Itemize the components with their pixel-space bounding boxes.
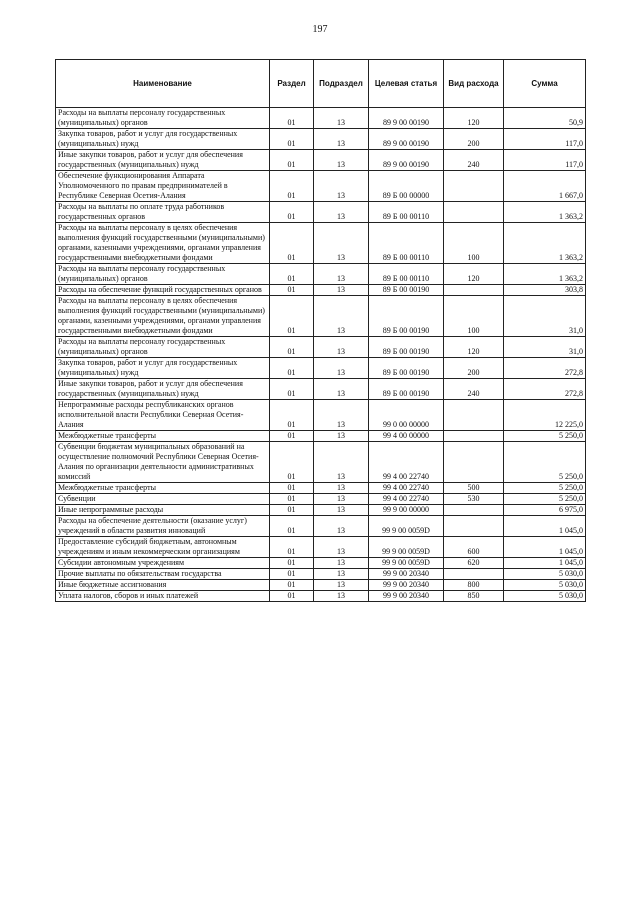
cell-sum: 6 975,0 bbox=[504, 505, 586, 516]
table-row bbox=[56, 285, 586, 296]
cell-name: Расходы на обеспечение функций государственных органов bbox=[56, 285, 270, 296]
cell-kind bbox=[444, 285, 504, 296]
cell-name: Межбюджетные трансферты bbox=[56, 483, 270, 494]
cell-section: 01 bbox=[270, 202, 314, 223]
cell-section: 01 bbox=[270, 558, 314, 569]
cell-sum: 5 250,0 bbox=[504, 494, 586, 505]
cell-kind: 120 bbox=[444, 264, 504, 285]
cell-section: 01 bbox=[270, 591, 314, 602]
cell-name: Расходы на выплаты персоналу в целях обеспечения выполнения функций государственными (муниципальными) органами, казенными учреждениями, органами управления государственными внебюджетными фондами bbox=[56, 223, 270, 264]
cell-subsection: 13 bbox=[314, 296, 369, 337]
cell-kind bbox=[444, 171, 504, 202]
table-row bbox=[56, 494, 586, 505]
cell-name: Субвенции bbox=[56, 494, 270, 505]
cell-subsection: 13 bbox=[314, 379, 369, 400]
table-row bbox=[56, 483, 586, 494]
cell-kind bbox=[444, 516, 504, 537]
cell-subsection: 13 bbox=[314, 171, 369, 202]
cell-name: Прочие выплаты по обязательствам государства bbox=[56, 569, 270, 580]
cell-section: 01 bbox=[270, 494, 314, 505]
cell-sum: 272,8 bbox=[504, 379, 586, 400]
header-name: Наименование bbox=[56, 60, 270, 108]
table-row bbox=[56, 150, 586, 171]
cell-section: 01 bbox=[270, 129, 314, 150]
cell-sum: 5 250,0 bbox=[504, 431, 586, 442]
cell-target: 99 9 00 0059D bbox=[369, 537, 444, 558]
cell-sum: 1 363,2 bbox=[504, 223, 586, 264]
cell-sum: 117,0 bbox=[504, 150, 586, 171]
cell-section: 01 bbox=[270, 379, 314, 400]
cell-sum: 1 045,0 bbox=[504, 516, 586, 537]
cell-subsection: 13 bbox=[314, 580, 369, 591]
cell-name: Расходы на обеспечение деятельности (оказание услуг) учреждений в области развития инноваций bbox=[56, 516, 270, 537]
cell-kind bbox=[444, 202, 504, 223]
cell-subsection: 13 bbox=[314, 285, 369, 296]
cell-sum: 5 030,0 bbox=[504, 580, 586, 591]
table-row bbox=[56, 379, 586, 400]
table-row bbox=[56, 202, 586, 223]
cell-kind: 200 bbox=[444, 129, 504, 150]
cell-target: 99 9 00 20340 bbox=[369, 591, 444, 602]
table-row bbox=[56, 400, 586, 431]
cell-target: 99 4 00 00000 bbox=[369, 431, 444, 442]
cell-target: 89 Б 00 00190 bbox=[369, 296, 444, 337]
cell-kind: 120 bbox=[444, 337, 504, 358]
cell-target: 89 9 00 00190 bbox=[369, 129, 444, 150]
cell-kind: 500 bbox=[444, 483, 504, 494]
cell-sum: 5 030,0 bbox=[504, 569, 586, 580]
cell-subsection: 13 bbox=[314, 129, 369, 150]
cell-name: Межбюджетные трансферты bbox=[56, 431, 270, 442]
cell-target: 99 4 00 22740 bbox=[369, 483, 444, 494]
cell-target: 99 4 00 22740 bbox=[369, 442, 444, 483]
cell-section: 01 bbox=[270, 296, 314, 337]
cell-target: 99 9 00 0059D bbox=[369, 516, 444, 537]
cell-name: Иные закупки товаров, работ и услуг для обеспечения государственных (муниципальных) нужд bbox=[56, 379, 270, 400]
cell-target: 89 Б 00 00190 bbox=[369, 337, 444, 358]
cell-target: 89 Б 00 00190 bbox=[369, 358, 444, 379]
cell-sum: 50,9 bbox=[504, 108, 586, 129]
cell-target: 99 0 00 00000 bbox=[369, 400, 444, 431]
cell-kind bbox=[444, 505, 504, 516]
cell-subsection: 13 bbox=[314, 494, 369, 505]
cell-name: Субвенции бюджетам муниципальных образований на осуществление полномочий Республики Северная Осетия-Алания по организации деятельности административных комиссий bbox=[56, 442, 270, 483]
cell-section: 01 bbox=[270, 108, 314, 129]
cell-kind: 100 bbox=[444, 223, 504, 264]
cell-section: 01 bbox=[270, 516, 314, 537]
cell-subsection: 13 bbox=[314, 442, 369, 483]
cell-sum: 1 363,2 bbox=[504, 264, 586, 285]
cell-subsection: 13 bbox=[314, 558, 369, 569]
table-row bbox=[56, 108, 586, 129]
cell-sum: 1 045,0 bbox=[504, 537, 586, 558]
cell-name: Расходы на выплаты персоналу государственных (муниципальных) органов bbox=[56, 264, 270, 285]
cell-section: 01 bbox=[270, 171, 314, 202]
cell-name: Иные закупки товаров, работ и услуг для обеспечения государственных (муниципальных) нужд bbox=[56, 150, 270, 171]
cell-name: Иные непрограммные расходы bbox=[56, 505, 270, 516]
cell-section: 01 bbox=[270, 358, 314, 379]
cell-kind bbox=[444, 431, 504, 442]
cell-section: 01 bbox=[270, 431, 314, 442]
cell-subsection: 13 bbox=[314, 337, 369, 358]
cell-subsection: 13 bbox=[314, 202, 369, 223]
cell-name: Закупка товаров, работ и услуг для государственных (муниципальных) нужд bbox=[56, 358, 270, 379]
cell-sum: 12 225,0 bbox=[504, 400, 586, 431]
table-body bbox=[56, 108, 586, 602]
header-section: Раздел bbox=[270, 60, 314, 108]
table-row bbox=[56, 358, 586, 379]
table-header-row bbox=[56, 60, 586, 108]
cell-name: Закупка товаров, работ и услуг для государственных (муниципальных) нужд bbox=[56, 129, 270, 150]
cell-name: Предоставление субсидий бюджетным, автономным учреждениям и иным некоммерческим организациям bbox=[56, 537, 270, 558]
cell-section: 01 bbox=[270, 580, 314, 591]
cell-sum: 5 250,0 bbox=[504, 442, 586, 483]
cell-target: 89 Б 00 00000 bbox=[369, 171, 444, 202]
cell-name: Непрограммные расходы республиканских органов исполнительной власти Республики Северная Осетия-Алания bbox=[56, 400, 270, 431]
cell-target: 89 Б 00 00190 bbox=[369, 285, 444, 296]
cell-name: Субсидии автономным учреждениям bbox=[56, 558, 270, 569]
cell-sum: 272,8 bbox=[504, 358, 586, 379]
cell-name: Расходы на выплаты персоналу государственных (муниципальных) органов bbox=[56, 337, 270, 358]
cell-kind: 120 bbox=[444, 108, 504, 129]
table-row bbox=[56, 558, 586, 569]
header-kind: Вид расхода bbox=[444, 60, 504, 108]
cell-kind: 200 bbox=[444, 358, 504, 379]
cell-sum: 1 045,0 bbox=[504, 558, 586, 569]
cell-subsection: 13 bbox=[314, 264, 369, 285]
cell-kind: 600 bbox=[444, 537, 504, 558]
cell-sum: 31,0 bbox=[504, 337, 586, 358]
cell-target: 89 9 00 00190 bbox=[369, 108, 444, 129]
table-row bbox=[56, 516, 586, 537]
cell-sum: 1 363,2 bbox=[504, 202, 586, 223]
cell-target: 99 9 00 0059D bbox=[369, 558, 444, 569]
cell-kind bbox=[444, 569, 504, 580]
cell-section: 01 bbox=[270, 400, 314, 431]
cell-subsection: 13 bbox=[314, 108, 369, 129]
cell-sum: 5 030,0 bbox=[504, 591, 586, 602]
cell-name: Обеспечение функционирования Аппарата Уполномоченного по правам предпринимателей в Республике Северная Осетия-Алания bbox=[56, 171, 270, 202]
cell-subsection: 13 bbox=[314, 569, 369, 580]
cell-sum: 5 250,0 bbox=[504, 483, 586, 494]
cell-subsection: 13 bbox=[314, 516, 369, 537]
cell-target: 99 9 00 20340 bbox=[369, 580, 444, 591]
page-number: 197 bbox=[312, 24, 328, 35]
cell-kind bbox=[444, 442, 504, 483]
table-row bbox=[56, 580, 586, 591]
header-subsection: Подраздел bbox=[314, 60, 369, 108]
cell-subsection: 13 bbox=[314, 358, 369, 379]
cell-target: 89 9 00 00190 bbox=[369, 150, 444, 171]
table-row bbox=[56, 591, 586, 602]
cell-name: Расходы на выплаты персоналу государственных (муниципальных) органов bbox=[56, 108, 270, 129]
cell-sum: 117,0 bbox=[504, 129, 586, 150]
cell-section: 01 bbox=[270, 150, 314, 171]
cell-name: Уплата налогов, сборов и иных платежей bbox=[56, 591, 270, 602]
table-row bbox=[56, 171, 586, 202]
cell-kind: 620 bbox=[444, 558, 504, 569]
table-row bbox=[56, 505, 586, 516]
cell-kind: 100 bbox=[444, 296, 504, 337]
table-row bbox=[56, 129, 586, 150]
cell-target: 89 Б 00 00190 bbox=[369, 379, 444, 400]
cell-subsection: 13 bbox=[314, 400, 369, 431]
cell-subsection: 13 bbox=[314, 150, 369, 171]
cell-subsection: 13 bbox=[314, 431, 369, 442]
header-target: Целевая статья bbox=[369, 60, 444, 108]
cell-name: Иные бюджетные ассигнования bbox=[56, 580, 270, 591]
cell-target: 99 9 00 00000 bbox=[369, 505, 444, 516]
cell-name: Расходы на выплаты персоналу в целях обеспечения выполнения функций государственными (муниципальными) органами, казенными учреждениями, органами управления государственными внебюджетными фондами bbox=[56, 296, 270, 337]
cell-section: 01 bbox=[270, 264, 314, 285]
cell-kind: 240 bbox=[444, 150, 504, 171]
budget-table bbox=[55, 59, 586, 602]
table-row bbox=[56, 296, 586, 337]
cell-sum: 31,0 bbox=[504, 296, 586, 337]
cell-kind: 850 bbox=[444, 591, 504, 602]
cell-section: 01 bbox=[270, 285, 314, 296]
table-row bbox=[56, 431, 586, 442]
table-row bbox=[56, 337, 586, 358]
table-row bbox=[56, 537, 586, 558]
table-row bbox=[56, 264, 586, 285]
cell-target: 99 9 00 20340 bbox=[369, 569, 444, 580]
cell-target: 99 4 00 22740 bbox=[369, 494, 444, 505]
cell-section: 01 bbox=[270, 442, 314, 483]
cell-subsection: 13 bbox=[314, 223, 369, 264]
cell-kind: 800 bbox=[444, 580, 504, 591]
cell-section: 01 bbox=[270, 537, 314, 558]
header-sum: Сумма bbox=[504, 60, 586, 108]
cell-subsection: 13 bbox=[314, 591, 369, 602]
cell-kind: 240 bbox=[444, 379, 504, 400]
cell-kind: 530 bbox=[444, 494, 504, 505]
table-row bbox=[56, 442, 586, 483]
cell-name: Расходы на выплаты по оплате труда работников государственных органов bbox=[56, 202, 270, 223]
table-row bbox=[56, 569, 586, 580]
cell-subsection: 13 bbox=[314, 505, 369, 516]
cell-target: 89 Б 00 00110 bbox=[369, 202, 444, 223]
cell-section: 01 bbox=[270, 505, 314, 516]
cell-subsection: 13 bbox=[314, 483, 369, 494]
cell-sum: 1 667,0 bbox=[504, 171, 586, 202]
cell-section: 01 bbox=[270, 569, 314, 580]
cell-kind bbox=[444, 400, 504, 431]
cell-section: 01 bbox=[270, 483, 314, 494]
cell-target: 89 Б 00 00110 bbox=[369, 264, 444, 285]
table-row bbox=[56, 223, 586, 264]
cell-target: 89 Б 00 00110 bbox=[369, 223, 444, 264]
cell-sum: 303,8 bbox=[504, 285, 586, 296]
cell-subsection: 13 bbox=[314, 537, 369, 558]
cell-section: 01 bbox=[270, 223, 314, 264]
cell-section: 01 bbox=[270, 337, 314, 358]
